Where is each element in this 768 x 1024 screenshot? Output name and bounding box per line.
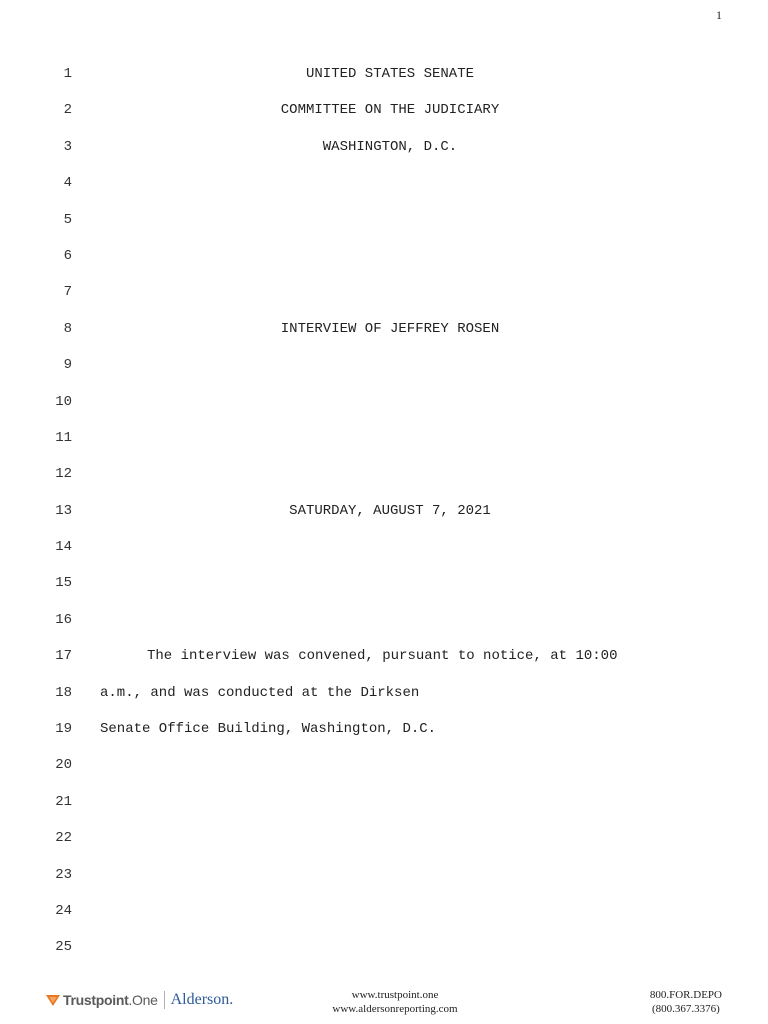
line-text: a.m., and was conducted at the Dirksen — [100, 684, 420, 701]
line-number: 25 — [55, 939, 72, 956]
line-text: WASHINGTON, D.C. — [322, 138, 458, 155]
phone-number: (800.367.3376) — [652, 1003, 720, 1015]
line-text: SATURDAY, AUGUST 7, 2021 — [289, 502, 491, 519]
transcript-line — [0, 784, 768, 820]
line-text: INTERVIEW OF JEFFREY ROSEN — [280, 320, 500, 337]
logo-one-text: .One — [128, 992, 158, 1008]
trustpoint-alderson-logo — [46, 990, 233, 1010]
transcript-line — [0, 347, 768, 383]
transcript-line — [0, 893, 768, 929]
transcript-line — [0, 202, 768, 238]
line-text: Senate Office Building, Washington, D.C. — [100, 721, 437, 738]
transcript-line — [0, 274, 768, 310]
transcript-line — [0, 165, 768, 201]
trustpoint-logo-icon — [46, 993, 60, 1007]
line-number: 5 — [63, 211, 72, 228]
line-number: 21 — [55, 793, 72, 810]
line-number: 12 — [55, 466, 72, 483]
transcript-line — [0, 820, 768, 856]
line-number: 4 — [63, 175, 72, 192]
line-number: 9 — [63, 357, 72, 374]
line-number: 20 — [55, 757, 72, 774]
line-number: 24 — [55, 902, 72, 919]
transcript-line — [0, 311, 768, 347]
line-text: UNITED STATES SENATE — [305, 66, 475, 82]
line-number: 15 — [55, 575, 72, 592]
transcript-line — [0, 529, 768, 565]
transcript-line — [0, 929, 768, 965]
transcript-line — [0, 857, 768, 893]
transcript-line — [0, 56, 768, 92]
page-footer — [0, 984, 768, 1024]
website-alderson-link[interactable]: www.aldersonreporting.com — [332, 1003, 458, 1015]
line-number: 6 — [63, 247, 72, 264]
line-number: 8 — [63, 320, 72, 337]
transcript-line — [0, 92, 768, 128]
logo-trustpoint-text: Trustpoint — [63, 992, 129, 1008]
line-number: 23 — [55, 866, 72, 883]
transcript-line — [0, 420, 768, 456]
transcript-line — [0, 493, 768, 529]
line-number: 13 — [55, 502, 72, 519]
transcript-line — [0, 384, 768, 420]
logo-divider — [164, 991, 165, 1009]
line-number: 22 — [55, 830, 72, 847]
line-number: 14 — [55, 539, 72, 556]
line-number: 11 — [55, 429, 72, 446]
line-number: 18 — [55, 684, 72, 701]
phone-text: 800.FOR.DEPO — [649, 989, 722, 1001]
transcript-line — [0, 565, 768, 601]
transcript-line — [0, 129, 768, 165]
line-number: 3 — [63, 138, 72, 155]
line-number: 2 — [63, 102, 72, 119]
transcript-line — [0, 747, 768, 783]
line-number: 1 — [63, 66, 72, 82]
line-number: 19 — [55, 721, 72, 738]
transcript-line — [0, 602, 768, 638]
transcript-body — [0, 56, 768, 966]
transcript-line — [0, 638, 768, 674]
website-trustpoint-link[interactable]: www.trustpoint.one — [351, 989, 439, 1001]
line-number: 10 — [55, 393, 72, 410]
logo-alderson-text: Alderson. — [170, 991, 234, 1008]
line-number: 17 — [55, 648, 72, 665]
transcript-line — [0, 711, 768, 747]
line-text: The interview was convened, pursuant to notice, at 10:00 — [147, 648, 618, 665]
page-number: 1 — [716, 8, 722, 22]
transcript-line — [0, 675, 768, 711]
footer-phone — [650, 988, 722, 1016]
line-number: 16 — [55, 611, 72, 628]
footer-websites — [270, 988, 520, 1016]
transcript-line — [0, 238, 768, 274]
line-number: 7 — [63, 284, 72, 301]
line-text: COMMITTEE ON THE JUDICIARY — [280, 102, 500, 119]
transcript-line — [0, 456, 768, 492]
